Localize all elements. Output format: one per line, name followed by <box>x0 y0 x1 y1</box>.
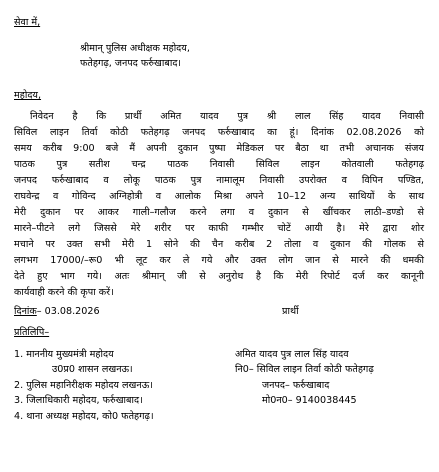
recipient-item: 1. माननीय मुख्यमंत्री महोदय <box>14 349 114 360</box>
body-line: मारने–पीटने लगे जिससे मेरे शरीर पर काफी गम्भीर चोटें आयी है। मेरे द्वारा शोर <box>14 223 424 234</box>
date-value: – 03.08.2026 <box>36 306 100 317</box>
address-word: महोदय, <box>14 90 42 101</box>
body-line: जनपद फर्रुखाबाद व लोकू पाठक पुत्र नामालूम निवासी उपरोक्त व विपिन पण्डित, <box>14 175 424 186</box>
body-line: सिविल लाइन तिर्वा कोठी फतेहगढ़ जनपद फर्रुखाबाद का हूं। दिनांक 02.08.2026 को <box>14 127 424 138</box>
body-line: मेरी दुकान पर आकर गाली–गलौज करने लगा व दुकान से खींचकर लाठी–डण्डो से <box>14 207 424 218</box>
body-line: मचाने पर उक्त सभी मेरी 1 सोने की चैन करीब 2 तोला व दुकान की गोलक से <box>14 239 424 250</box>
copy-label: प्रतिलिपि– <box>14 327 50 338</box>
recipient-line-1: श्रीमान् पुलिस अधीक्षक महोदय, <box>80 43 190 54</box>
body-line: समय करीब 9:00 बजे मैं अपनी दुकान पुष्पा मेडिकल पर बैठा था तभी अचानक संजय <box>14 143 424 154</box>
sender-name: अमित यादव पुत्र लाल सिंह यादव <box>235 349 349 360</box>
salutation: सेवा में, <box>14 17 41 28</box>
sender-address: नि0– सिविल लाइन तिर्वा कोठी फतेहगढ़ <box>235 364 374 375</box>
applicant-label: प्रार्थी <box>282 306 299 317</box>
body-line: निवेदन है कि प्रार्थी अमित यादव पुत्र श्री लाल सिंह यादव निवासी <box>30 111 424 122</box>
recipient-line-2: फतेहगढ़, जनपद फर्रुखाबाद। <box>80 58 182 69</box>
recipient-item: 2. पुलिस महानिरीक्षक महोदय लखनऊ। <box>14 380 153 391</box>
recipient-item: 4. थाना अध्यक्ष महोदय, को0 फतेहगढ़। <box>14 411 154 422</box>
sender-district: जनपद– फर्रुखाबाद <box>262 380 330 391</box>
body-line: लगभग 17000/–रू0 भी लूट कर ले गये और उक्त लोग जान से मारने की धमकी <box>14 255 424 266</box>
date-row <box>14 306 100 318</box>
body-line: कार्यवाही करने की कृपा करें। <box>14 287 114 298</box>
body-line: पाठक पुत्र सतीश चन्द्र पाठक निवासी सिविल लाइन कोतवाली फतेहगढ़ <box>14 159 424 170</box>
recipient-item: 3. जिलाधिकारी महोदय, फर्रुखाबाद। <box>14 395 143 406</box>
sender-mobile: मो0न0– 9140038445 <box>262 395 357 406</box>
recipient-item: उ0प्र0 शासन लखनऊ। <box>52 364 133 375</box>
date-label: दिनांक <box>14 306 37 317</box>
body-line: राघवेन्द्र व गोविन्द अग्निहोत्री व आलोक मिश्रा अपने 10–12 अन्य साथियों के साथ <box>14 191 424 202</box>
body-line: देते हुए भाग गये। अतः श्रीमान् जी से अनुरोध है कि मेरी रिपोर्ट दर्ज कर कानूनी <box>14 271 424 282</box>
